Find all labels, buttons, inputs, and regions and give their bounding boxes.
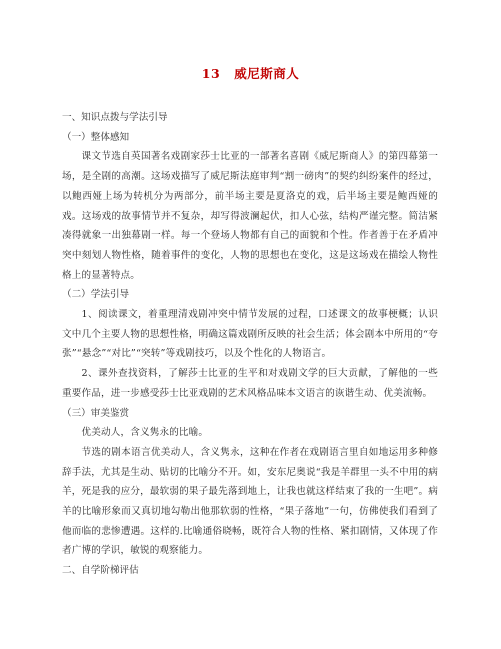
lesson-title: 威尼斯商人 xyxy=(234,66,300,81)
lesson-number: 13 xyxy=(201,66,221,81)
body-paragraph: 优美动人，含义隽永的比喻。 xyxy=(81,427,209,439)
body-paragraph: 课文节选自英国著名戏剧家莎士比亚的一部著名喜剧《威尼斯商人》的第四幕第一场，是全剧的高潮。这场戏描写了威尼斯法庭审判“割一磅肉”的契约纠纷案件的经过，以鲍西娅上场为转机分为两部分，前半场主要是夏洛克的戏，后半场主要是鲍西娅的戏。这场戏的故事情节并不复杂，却写得波澜起伏，扣人心弦，结构严谨完整。简洁紧凑得就象一出独幕剧一样。每一个登场人物都有自己的面貌和个性。作者善于在矛盾冲突中刻划人物性格，随着事件的变化，人物的思想也在变化，这是这场戏在描绘人物性格上的显著特点。 xyxy=(62,151,438,281)
body-paragraph: 1、阅读课文，着重理清戏剧冲突中情节发展的过程，口述课文的故事梗概；认识文中几个主要人物的思想性格，明确这篇戏剧所反映的社会生活；体会剧本中所用的“夸张”“悬念”“对比”“突转”等戏剧技巧，以及个性化的人物语言。 xyxy=(62,309,438,360)
document-body xyxy=(62,108,438,581)
subsection-heading: （二）学法引导 xyxy=(62,289,130,301)
section-heading: 二、自学阶梯评估 xyxy=(62,565,139,577)
subsection-heading: （一）整体感知 xyxy=(62,131,130,143)
body-paragraph: 节选的剧本语言优美动人，含义隽永，这种在作者在戏剧语言里自如地运用多种修辞手法，尤其是生动、贴切的比喻分不开。如，安东尼奥说“我是羊群里一头不中用的病羊，死是我的应分，最软弱的果子最先落到地上，让我也就这样结束了我的一生吧”。病羊的比喻形象而又真切地勾勒出他那软弱的性格，“果子落地”一句，仿佛使我们看到了他而临的悲惨遭遇。这样的.比喻通俗晓畅，既符合人物的性格、紧扣剧情，又体现了作者广博的学识，敏锐的观察能力。 xyxy=(62,446,438,557)
document-title xyxy=(0,64,501,82)
section-heading: 一、知识点拨与学法引导 xyxy=(62,112,168,123)
body-paragraph: 2、课外查找资料，了解莎士比亚的生平和对戏剧文学的巨大贡献，了解他的一些重要作品，进一步感受莎士比亚戏剧的艺术风格品味本文语言的诙谐生动、优美流畅。 xyxy=(62,368,438,399)
subsection-heading: （三）审美鉴赏 xyxy=(62,407,130,419)
